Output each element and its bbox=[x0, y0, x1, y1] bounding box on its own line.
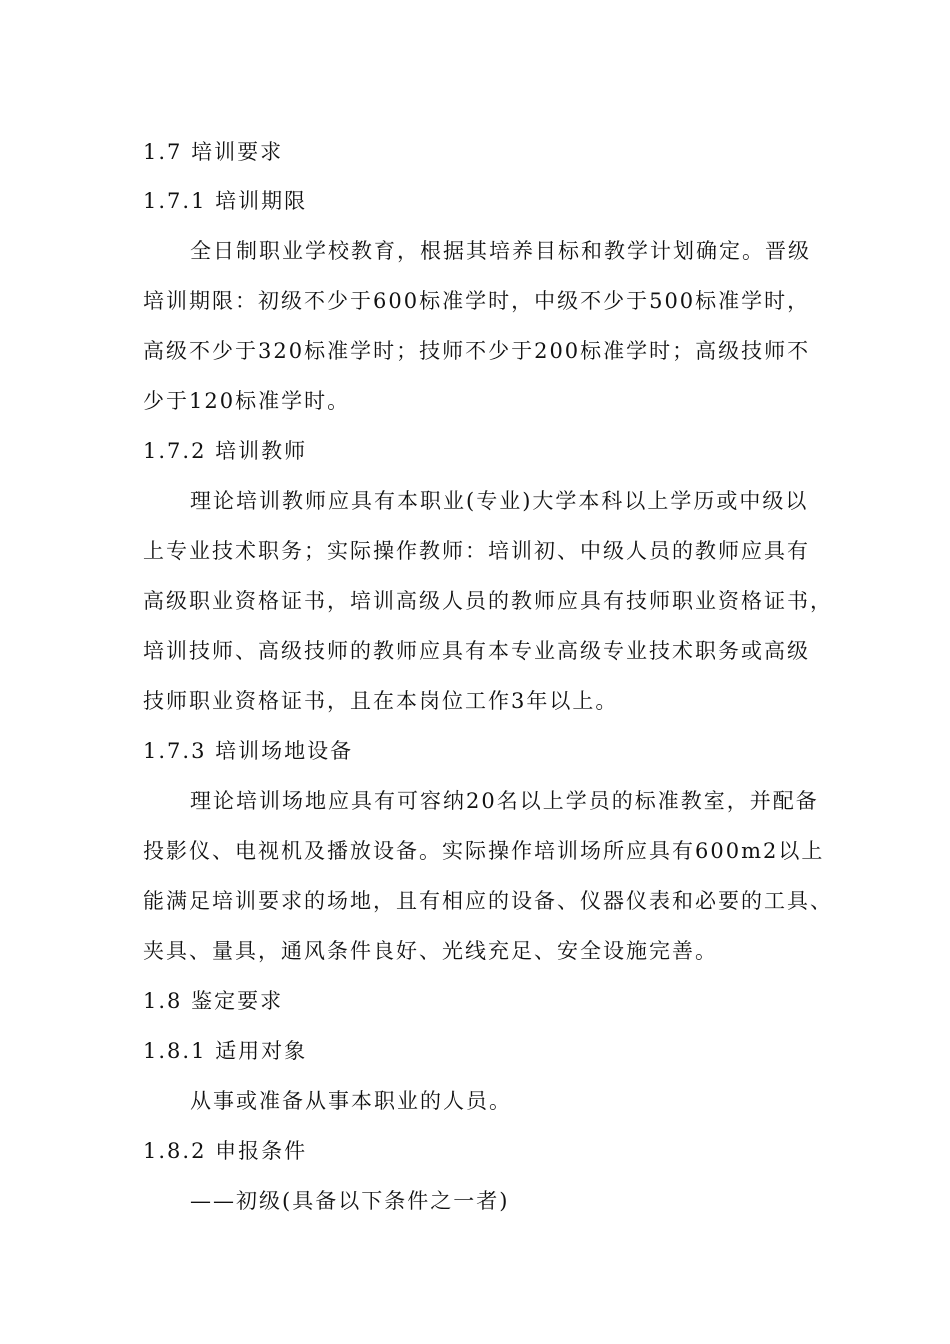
subsection-heading-1-7-1: 1.7.1 培训期限 bbox=[143, 189, 308, 213]
paragraph-line: 理论培训场地应具有可容纳20名以上学员的标准教室，并配备 bbox=[190, 789, 819, 813]
subsection-heading-1-8-1: 1.8.1 适用对象 bbox=[143, 1039, 308, 1063]
paragraph-line: 能满足培训要求的场地，且有相应的设备、仪器仪表和必要的工具、 bbox=[143, 889, 833, 913]
paragraph-line: 从事或准备从事本职业的人员。 bbox=[190, 1089, 512, 1113]
paragraph-line: 技师职业资格证书，且在本岗位工作3年以上。 bbox=[143, 689, 619, 713]
subsection-heading-1-7-3: 1.7.3 培训场地设备 bbox=[143, 739, 354, 763]
paragraph-line: 培训期限：初级不少于600标准学时，中级不少于500标准学时， bbox=[143, 289, 811, 313]
paragraph-line: 理论培训教师应具有本职业(专业)大学本科以上学历或中级以 bbox=[190, 489, 809, 513]
paragraph-line: 全日制职业学校教育，根据其培养目标和教学计划确定。晋级 bbox=[190, 239, 811, 263]
paragraph-line: 夹具、量具，通风条件良好、光线充足、安全设施完善。 bbox=[143, 939, 718, 963]
subsection-heading-1-8-2: 1.8.2 申报条件 bbox=[143, 1139, 308, 1163]
paragraph-line: 高级不少于320标准学时；技师不少于200标准学时；高级技师不 bbox=[143, 339, 811, 363]
paragraph-line: 高级职业资格证书，培训高级人员的教师应具有技师职业资格证书， bbox=[143, 589, 833, 613]
paragraph-line: 少于120标准学时。 bbox=[143, 389, 351, 413]
paragraph-line: 投影仪、电视机及播放设备。实际操作培训场所应具有600m2以上 bbox=[143, 839, 825, 863]
paragraph-line: 上专业技术职务；实际操作教师：培训初、中级人员的教师应具有 bbox=[143, 539, 810, 563]
subsection-heading-1-7-2: 1.7.2 培训教师 bbox=[143, 439, 308, 463]
list-item-line: ——初级(具备以下条件之一者) bbox=[190, 1189, 510, 1213]
paragraph-line: 培训技师、高级技师的教师应具有本专业高级专业技术职务或高级 bbox=[143, 639, 810, 663]
section-heading-1-7: 1.7 培训要求 bbox=[143, 140, 284, 164]
section-heading-1-8: 1.8 鉴定要求 bbox=[143, 989, 284, 1013]
